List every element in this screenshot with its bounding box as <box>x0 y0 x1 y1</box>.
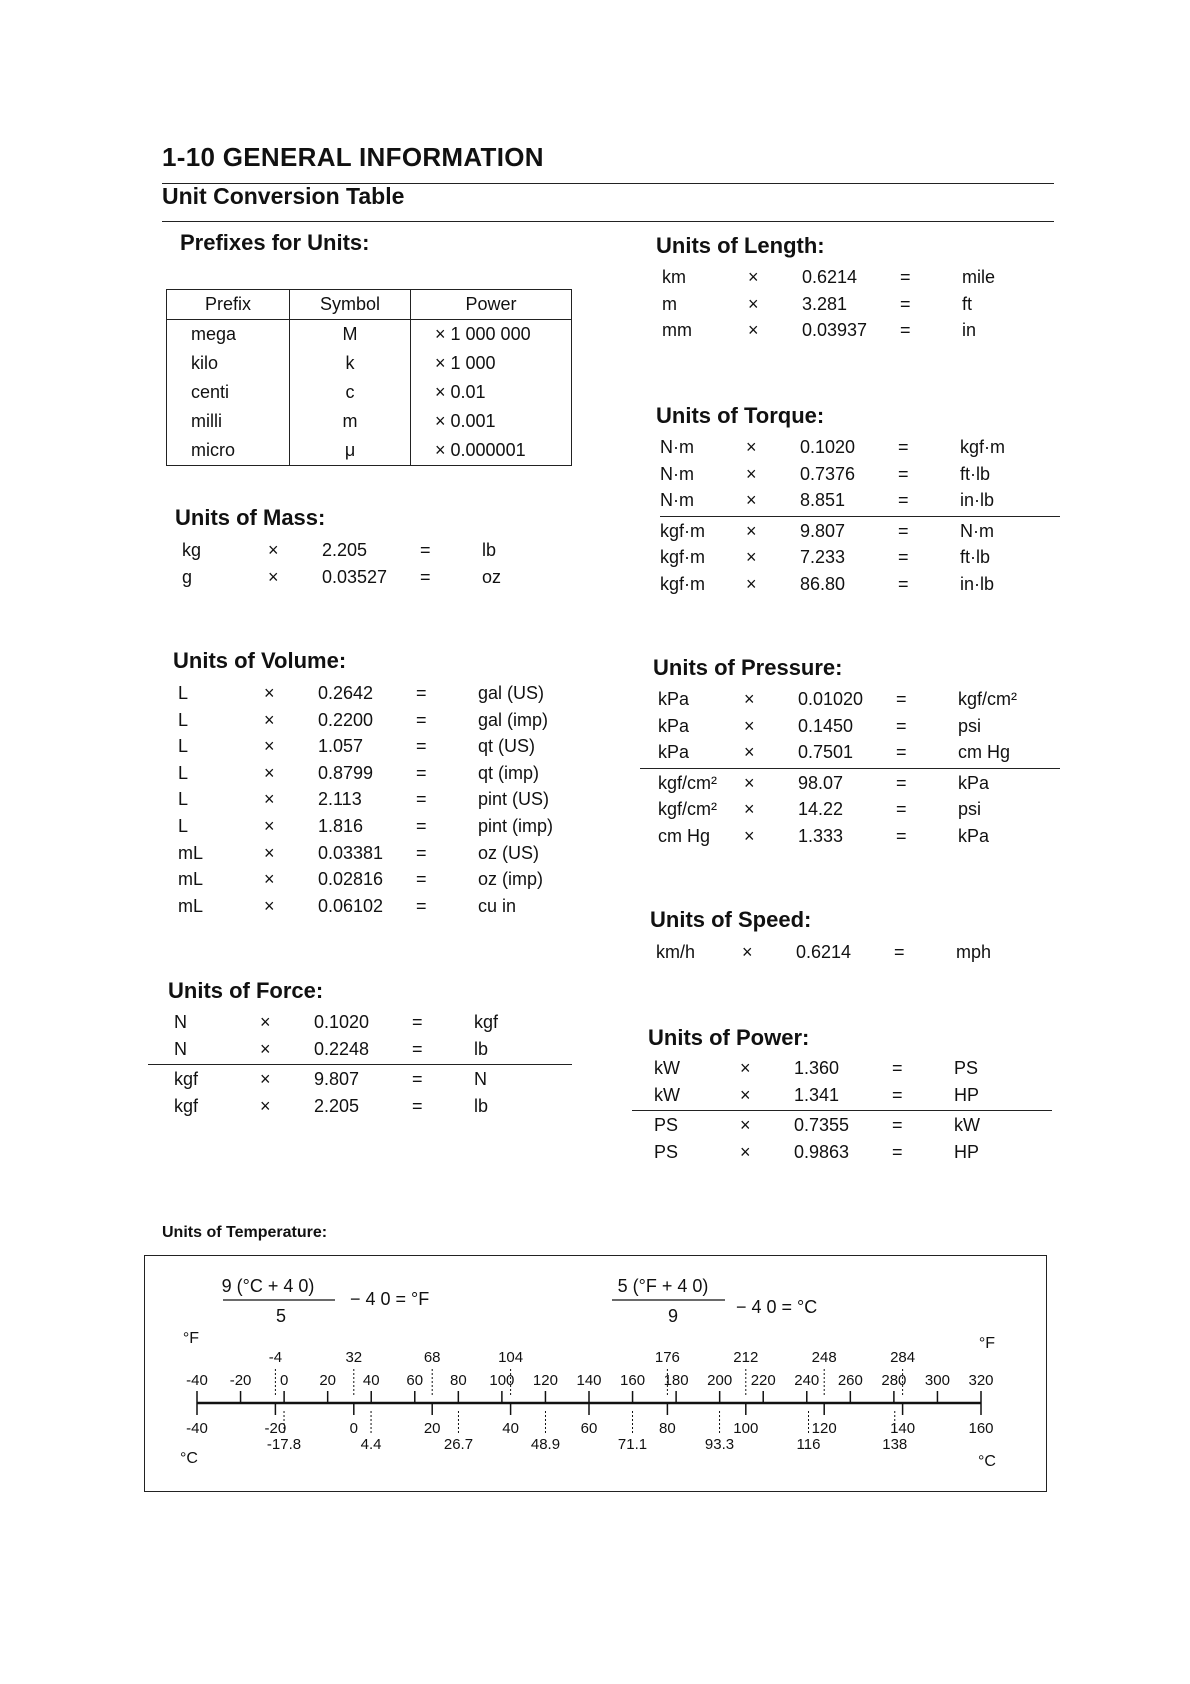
f-tick-label: 120 <box>532 1372 558 1389</box>
times-sign: × <box>746 490 757 511</box>
symbol-cell: μ <box>290 436 411 466</box>
from-unit: N·m <box>660 463 694 484</box>
c-tick-label: 20 <box>423 1420 441 1437</box>
from-unit: g <box>182 566 193 587</box>
times-sign: × <box>264 683 275 703</box>
formula-f-rest: − 4 0 = °F <box>350 1289 430 1309</box>
f-tick-label: 0 <box>279 1372 289 1389</box>
c-tick-label: 100 <box>733 1420 759 1437</box>
c-tick-label: 80 <box>659 1420 676 1437</box>
power-row <box>654 1058 1074 1085</box>
force-row <box>174 1012 598 1039</box>
equals-sign: = <box>416 842 427 863</box>
f-tick-label: 260 <box>837 1372 863 1389</box>
equals-sign: = <box>896 825 907 846</box>
formula-f-numerator: 9 (°C + 4 0) <box>221 1276 315 1296</box>
to-unit: pint (imp) <box>478 815 554 836</box>
f-special-label: -4 <box>268 1349 283 1366</box>
power-divider <box>632 1110 1052 1111</box>
factor: 0.1020 <box>314 1012 370 1032</box>
torque-row <box>660 547 1060 574</box>
power-cell: × 1 000 <box>411 349 572 378</box>
equals-sign: = <box>896 742 907 763</box>
prefix-header-row <box>167 290 572 320</box>
factor: 0.03937 <box>802 320 868 341</box>
pressure-row <box>658 799 1078 826</box>
to-unit: cm Hg <box>958 742 1011 763</box>
volume-title: Units of Volume: <box>173 648 347 673</box>
from-unit: L <box>178 762 189 783</box>
unit-f-right: °F <box>978 1335 996 1352</box>
equals-sign: = <box>412 1038 423 1059</box>
force-row <box>174 1039 598 1066</box>
f-tick-label: 200 <box>707 1372 733 1389</box>
f-special-label: 68 <box>423 1349 441 1366</box>
pressure-row <box>658 773 1078 800</box>
equals-sign: = <box>892 1084 903 1105</box>
to-unit: PS <box>954 1058 979 1078</box>
mass-title: Units of Mass: <box>175 505 326 530</box>
speed-title: Units of Speed: <box>650 907 812 932</box>
equals-sign: = <box>416 762 427 783</box>
from-unit: L <box>178 709 189 730</box>
equals-sign: = <box>898 547 909 568</box>
equals-sign: = <box>416 869 427 890</box>
prefix-row <box>167 320 572 350</box>
to-unit: kW <box>954 1115 980 1136</box>
temperature-title: Units of Temperature: <box>162 1224 328 1241</box>
c-special-label: 138 <box>882 1436 908 1453</box>
from-unit: mL <box>178 869 204 890</box>
force-row <box>174 1096 598 1123</box>
times-sign: × <box>264 895 275 916</box>
formula-c-rest: − 4 0 = °C <box>736 1297 818 1317</box>
torque-row <box>660 521 1060 548</box>
to-unit: psi <box>958 715 982 736</box>
to-unit: lb <box>474 1095 489 1116</box>
times-sign: × <box>740 1141 751 1162</box>
times-sign: × <box>744 715 755 736</box>
prefix-row <box>167 436 572 466</box>
to-unit: oz <box>482 566 502 587</box>
subtitle-rule <box>162 221 1054 222</box>
times-sign: × <box>744 742 755 763</box>
equals-sign: = <box>416 815 427 836</box>
unit-c-left: °C <box>180 1450 198 1467</box>
equals-sign: = <box>898 437 909 457</box>
factor: 0.9863 <box>794 1141 850 1162</box>
times-sign: × <box>260 1069 271 1090</box>
factor: 0.7355 <box>794 1115 850 1136</box>
times-sign: × <box>744 799 755 820</box>
to-unit: gal (imp) <box>478 709 549 730</box>
pressure-table <box>658 689 1078 853</box>
factor: 2.205 <box>314 1095 360 1116</box>
times-sign: × <box>260 1038 271 1059</box>
torque-divider <box>660 516 1060 517</box>
temperature-scale <box>145 1256 1046 1491</box>
power-col-header: Power <box>411 290 572 320</box>
pressure-row <box>658 742 1078 769</box>
to-unit: kgf/cm² <box>958 689 1018 709</box>
length-title: Units of Length: <box>656 233 825 258</box>
equals-sign: = <box>892 1141 903 1162</box>
equals-sign: = <box>412 1095 423 1116</box>
factor: 0.03527 <box>322 566 388 587</box>
to-unit: kgf <box>474 1012 499 1032</box>
times-sign: × <box>260 1095 271 1116</box>
prefix-cell: milli <box>167 407 290 436</box>
times-sign: × <box>264 789 275 810</box>
prefix-cell: centi <box>167 378 290 407</box>
to-unit: ft·lb <box>960 463 991 484</box>
from-unit: N <box>174 1038 187 1059</box>
equals-sign: = <box>900 320 911 341</box>
f-tick-label: 180 <box>663 1372 689 1389</box>
times-sign: × <box>748 293 759 314</box>
times-sign: × <box>264 842 275 863</box>
times-sign: × <box>264 709 275 730</box>
to-unit: kPa <box>958 772 990 793</box>
times-sign: × <box>264 869 275 890</box>
f-tick-label: 40 <box>362 1372 380 1389</box>
c-special-label: 116 <box>796 1436 821 1453</box>
factor: 8.851 <box>800 490 846 511</box>
force-title: Units of Force: <box>168 978 324 1003</box>
to-unit: mile <box>962 267 996 287</box>
to-unit: qt (imp) <box>478 762 540 783</box>
factor: 0.06102 <box>318 895 384 916</box>
c-tick-label: 40 <box>502 1420 519 1437</box>
c-tick-label: 160 <box>968 1420 994 1437</box>
factor: 98.07 <box>798 772 844 793</box>
power-title: Units of Power: <box>648 1025 810 1050</box>
from-unit: kgf <box>174 1095 199 1116</box>
from-unit: kgf·m <box>660 520 705 541</box>
f-tick-label: 280 <box>881 1372 907 1389</box>
symbol-cell: M <box>290 320 411 350</box>
f-tick-label: 60 <box>406 1372 424 1389</box>
times-sign: × <box>268 540 279 560</box>
equals-sign: = <box>412 1069 423 1090</box>
f-tick-label: -40 <box>186 1372 208 1389</box>
f-tick-label: 220 <box>750 1372 776 1389</box>
times-sign: × <box>260 1012 271 1032</box>
equals-sign: = <box>900 267 911 287</box>
from-unit: kW <box>654 1084 680 1105</box>
page-subtitle: Unit Conversion Table <box>162 183 405 209</box>
factor: 0.8799 <box>318 762 374 783</box>
force-row <box>174 1069 598 1096</box>
to-unit: mph <box>956 942 992 962</box>
factor: 1.341 <box>794 1084 840 1105</box>
c-tick-label: 140 <box>890 1420 916 1437</box>
from-unit: L <box>178 736 189 757</box>
equals-sign: = <box>896 772 907 793</box>
prefixes-title: Prefixes for Units: <box>180 230 370 255</box>
pressure-row <box>658 689 1078 716</box>
equals-sign: = <box>892 1058 903 1078</box>
prefix-cell: micro <box>167 436 290 466</box>
times-sign: × <box>740 1058 751 1078</box>
force-divider <box>148 1064 572 1065</box>
to-unit: in·lb <box>960 573 995 594</box>
times-sign: × <box>748 320 759 341</box>
from-unit: L <box>178 815 189 836</box>
equals-sign: = <box>896 799 907 820</box>
to-unit: HP <box>954 1084 980 1105</box>
factor: 9.807 <box>800 520 846 541</box>
from-unit: kg <box>182 540 202 560</box>
times-sign: × <box>748 267 759 287</box>
equals-sign: = <box>896 715 907 736</box>
from-unit: L <box>178 683 189 703</box>
times-sign: × <box>744 772 755 793</box>
from-unit: kgf <box>174 1069 199 1090</box>
to-unit: ft <box>962 293 973 314</box>
power-row <box>654 1115 1074 1142</box>
pressure-row <box>658 826 1078 853</box>
times-sign: × <box>746 437 757 457</box>
prefix-row <box>167 407 572 436</box>
f-tick-label: 240 <box>794 1372 820 1389</box>
from-unit: kgf·m <box>660 547 705 568</box>
power-cell: × 0.001 <box>411 407 572 436</box>
equals-sign: = <box>900 293 911 314</box>
factor: 0.6214 <box>796 942 852 962</box>
to-unit: oz (imp) <box>478 869 544 890</box>
c-tick-label: -20 <box>264 1420 287 1437</box>
c-tick-label: 120 <box>811 1420 837 1437</box>
f-tick-label: 140 <box>576 1372 602 1389</box>
factor: 2.113 <box>318 789 362 810</box>
factor: 0.01020 <box>798 689 864 709</box>
power-cell: × 1 000 000 <box>411 320 572 350</box>
to-unit: cu in <box>478 895 517 916</box>
c-special-label: 4.4 <box>360 1436 382 1453</box>
factor: 9.807 <box>314 1069 360 1090</box>
equals-sign: = <box>898 490 909 511</box>
c-tick-label: -40 <box>186 1420 208 1437</box>
factor: 0.02816 <box>318 869 384 890</box>
c-tick-label: 60 <box>580 1420 598 1437</box>
to-unit: kPa <box>958 825 990 846</box>
times-sign: × <box>744 825 755 846</box>
factor: 1.057 <box>318 736 364 757</box>
factor: 1.360 <box>794 1058 840 1078</box>
prefix-col-header: Prefix <box>167 290 290 320</box>
f-special-label: 32 <box>345 1349 363 1366</box>
torque-row <box>660 464 1060 491</box>
to-unit: in·lb <box>960 490 995 511</box>
times-sign: × <box>268 566 279 587</box>
from-unit: mL <box>178 895 204 916</box>
f-tick-label: -20 <box>229 1372 252 1389</box>
power-table <box>654 1058 1074 1168</box>
times-sign: × <box>744 689 755 709</box>
equals-sign: = <box>416 683 427 703</box>
f-tick-label: 300 <box>924 1372 950 1389</box>
factor: 0.7501 <box>798 742 854 763</box>
factor: 0.2642 <box>318 683 374 703</box>
prefix-cell: mega <box>167 320 290 350</box>
from-unit: PS <box>654 1115 679 1136</box>
equals-sign: = <box>894 942 905 962</box>
to-unit: pint (US) <box>478 789 550 810</box>
factor: 1.816 <box>318 815 364 836</box>
power-row <box>654 1142 1074 1169</box>
factor: 0.2248 <box>314 1038 370 1059</box>
symbol-cell: m <box>290 407 411 436</box>
prefix-row <box>167 378 572 407</box>
f-tick-label: 80 <box>449 1372 467 1389</box>
unit-f-left: °F <box>182 1330 200 1347</box>
from-unit: mL <box>178 842 204 863</box>
c-special-label: -17.8 <box>266 1436 302 1453</box>
factor: 2.205 <box>322 540 368 560</box>
factor: 0.2200 <box>318 709 374 730</box>
equals-sign: = <box>420 540 431 560</box>
c-tick-label: 0 <box>349 1420 358 1437</box>
from-unit: kgf/cm² <box>658 799 718 820</box>
times-sign: × <box>264 736 275 757</box>
to-unit: lb <box>474 1038 489 1059</box>
to-unit: kgf·m <box>960 437 1005 457</box>
times-sign: × <box>746 463 757 484</box>
from-unit: km/h <box>656 942 696 962</box>
equals-sign: = <box>416 789 427 810</box>
torque-table <box>660 437 1060 601</box>
from-unit: m <box>662 293 677 314</box>
times-sign: × <box>740 1084 751 1105</box>
power-cell: × 0.01 <box>411 378 572 407</box>
from-unit: kPa <box>658 742 690 763</box>
factor: 0.7376 <box>800 463 856 484</box>
torque-row <box>660 490 1060 517</box>
equals-sign: = <box>898 463 909 484</box>
times-sign: × <box>740 1115 751 1136</box>
times-sign: × <box>746 573 757 594</box>
to-unit: HP <box>954 1141 980 1162</box>
factor: 0.1020 <box>800 437 856 457</box>
equals-sign: = <box>416 895 427 916</box>
times-sign: × <box>746 520 757 541</box>
equals-sign: = <box>412 1012 423 1032</box>
equals-sign: = <box>898 520 909 541</box>
c-special-label: 71.1 <box>617 1436 648 1453</box>
factor: 0.6214 <box>802 267 858 287</box>
from-unit: N·m <box>660 437 694 457</box>
symbol-cell: c <box>290 378 411 407</box>
factor: 0.1450 <box>798 715 854 736</box>
from-unit: kW <box>654 1058 680 1078</box>
unit-c-right: °C <box>978 1453 996 1470</box>
factor: 1.333 <box>798 825 844 846</box>
pressure-row <box>658 716 1078 743</box>
f-tick-label: 160 <box>620 1372 646 1389</box>
torque-row <box>660 574 1060 601</box>
to-unit: lb <box>482 540 497 560</box>
equals-sign: = <box>420 566 431 587</box>
pressure-divider <box>640 768 1060 769</box>
pressure-title: Units of Pressure: <box>653 655 843 680</box>
symbol-col-header: Symbol <box>290 290 411 320</box>
factor: 86.80 <box>800 573 846 594</box>
from-unit: km <box>662 267 686 287</box>
to-unit: qt (US) <box>478 736 536 757</box>
temperature-box <box>144 1255 1047 1492</box>
f-special-label: 212 <box>733 1349 759 1366</box>
f-special-label: 104 <box>498 1349 524 1366</box>
f-special-label: 248 <box>811 1349 837 1366</box>
times-sign: × <box>264 815 275 836</box>
from-unit: N <box>174 1012 187 1032</box>
to-unit: ft·lb <box>960 547 991 568</box>
f-tick-label: 20 <box>319 1372 337 1389</box>
times-sign: × <box>264 762 275 783</box>
times-sign: × <box>746 547 757 568</box>
from-unit: L <box>178 789 189 810</box>
power-row <box>654 1085 1074 1112</box>
factor: 3.281 <box>802 293 848 314</box>
to-unit: psi <box>958 799 982 820</box>
to-unit: gal (US) <box>478 683 545 703</box>
torque-title: Units of Torque: <box>656 403 825 428</box>
prefix-cell: kilo <box>167 349 290 378</box>
from-unit: cm Hg <box>658 825 711 846</box>
factor: 14.22 <box>798 799 844 820</box>
equals-sign: = <box>416 709 427 730</box>
formula-c-numerator: 5 (°F + 4 0) <box>617 1276 709 1296</box>
f-tick-label: 100 <box>489 1372 515 1389</box>
torque-row <box>660 437 1060 464</box>
to-unit: oz (US) <box>478 842 540 863</box>
force-table <box>174 1012 598 1122</box>
to-unit: N <box>474 1069 487 1090</box>
times-sign: × <box>742 942 753 962</box>
to-unit: N·m <box>960 520 994 541</box>
f-tick-label: 320 <box>968 1372 994 1389</box>
equals-sign: = <box>416 736 427 757</box>
equals-sign: = <box>892 1115 903 1136</box>
factor: 0.03381 <box>318 842 384 863</box>
from-unit: mm <box>662 320 692 341</box>
power-cell: × 0.000001 <box>411 436 572 466</box>
from-unit: kPa <box>658 689 690 709</box>
prefix-row <box>167 349 572 378</box>
to-unit: in <box>962 320 977 341</box>
from-unit: kgf/cm² <box>658 772 718 793</box>
from-unit: PS <box>654 1141 679 1162</box>
f-special-label: 176 <box>654 1349 680 1366</box>
from-unit: kgf·m <box>660 573 705 594</box>
equals-sign: = <box>898 573 909 594</box>
factor: 7.233 <box>800 547 846 568</box>
page-title: 1-10 GENERAL INFORMATION <box>162 142 544 172</box>
formula-c-denominator: 9 <box>667 1306 679 1326</box>
from-unit: kPa <box>658 715 690 736</box>
c-special-label: 48.9 <box>530 1436 561 1453</box>
c-special-label: 26.7 <box>443 1436 474 1453</box>
from-unit: N·m <box>660 490 694 511</box>
formula-f-denominator: 5 <box>275 1306 287 1326</box>
f-special-label: 284 <box>890 1349 916 1366</box>
equals-sign: = <box>896 689 907 709</box>
c-special-label: 93.3 <box>704 1436 735 1453</box>
symbol-cell: k <box>290 349 411 378</box>
prefix-table <box>166 289 572 466</box>
